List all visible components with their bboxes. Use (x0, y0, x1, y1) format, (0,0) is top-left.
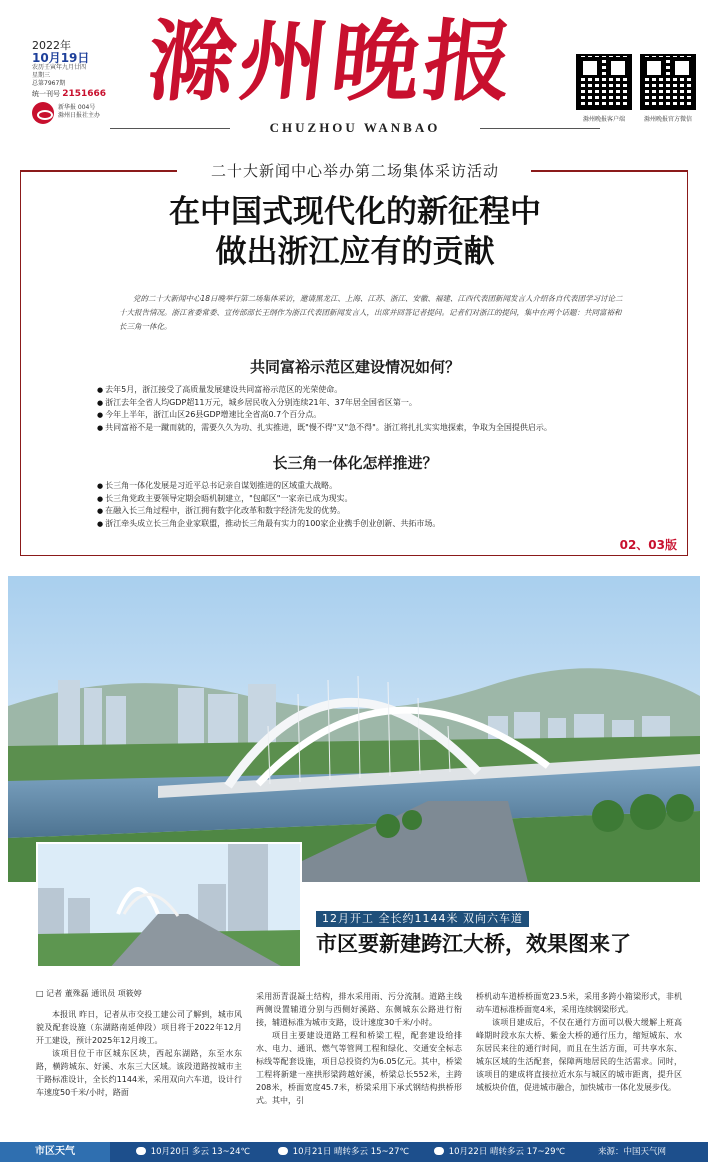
weather-day-3 (432, 1142, 565, 1162)
issue-number-value: 2151666 (62, 89, 107, 99)
paragraph: 该项目建成后，不仅在通行方面可以极大缓解上班高峰期时段水东大桥、紫金大桥的通行压力，缩短城东、水东居民来往的通行时间，而且在生活方面，可共享水东、城东区域的生活配套，保障两地居民的生活需求。同时，该项目的建成将直接拉近水东与城区的城市距离，提升区域板块价值，促进城市融合，加快城市一体化发展步伐。 (476, 1018, 682, 1092)
weather-source: 来源：中国天气网 (598, 1147, 667, 1157)
date-year: 2022年 (32, 39, 71, 52)
total-issue: 总第7967期 (32, 80, 66, 87)
story-column-1 (36, 1008, 242, 1154)
qr-code-app-icon[interactable] (576, 54, 632, 110)
lunar-date: 农历壬寅年九月廿四 (32, 64, 87, 71)
lead-kicker: 二十大新闻中心举办第二场集体采访活动 (210, 162, 499, 180)
cloud-icon (136, 1147, 146, 1155)
weather-day-2-text: 10月21日 晴转多云 15~27℃ (292, 1147, 410, 1157)
bridge-inset-illustration (38, 844, 302, 968)
list-item: ● 今年上半年，浙江山区26县GDP增速比全省高0.7个百分点。 (97, 409, 657, 422)
weather-strip (0, 1142, 708, 1162)
story-deck: 12月开工 全长约1144米 双向六车道 (316, 911, 529, 927)
page-reference[interactable]: 02、03版 (619, 538, 677, 552)
story-column-2 (256, 990, 462, 1136)
paragraph: 项目主要建设道路工程和桥梁工程，配套建设给排水、电力、通讯、燃气等管网工程和绿化、交通安全标志标线等配套设施，项目总投资约为6.05亿元。其中，桥梁工程将新建一座拱形梁跨越好溪，桥梁总长552米，主跨208米，桥面宽度45.7米，桥梁采用下承式钢结构拱桥形式。其中，引 (256, 1031, 462, 1105)
publisher-line2: 滁州日报社主办 (58, 112, 101, 119)
weather-day-2 (276, 1142, 409, 1162)
date-block (32, 40, 106, 100)
publisher-logo-icon (32, 102, 54, 124)
sun-cloud-icon (278, 1147, 288, 1155)
common-prosperity-list (97, 384, 657, 434)
paragraph: 采用沥青混凝土结构，排水采用雨、污分流制。道路主线两侧设置辅道分别与西侧好溪路、东侧城东公路进行衔接，辅道标准为城市支路，设计速度30千米/小时。 (256, 992, 462, 1027)
paragraph: 该项目位于市区城东区块，西起东湖路，东至水东路，横跨城东、好溪、水东三大区域。该段道路按城市主干路标准设计，全长约1144米，采用双向六车道，设计行车速度50千米/小时，路面 (36, 1049, 242, 1097)
section-title-common-prosperity: 共同富裕示范区建设情况如何？ (249, 358, 460, 376)
byline: □ 记者 董殊磊 通讯员 项筱婷 (36, 988, 142, 999)
list-item: ● 长三角一体化发展是习近平总书记亲自谋划推进的区域重大战略。 (97, 480, 657, 493)
publisher-info (58, 104, 100, 120)
yangtze-delta-list (97, 480, 657, 530)
section-title-yangtze-delta: 长三角一体化怎样推进？ (272, 454, 438, 472)
list-item: ● 浙江牵头成立长三角企业家联盟，推动长三角最有实力的100家企业携手创业创新、共拓市场。 (97, 518, 657, 531)
lead-headline-line2: 做出浙江应有的贡献 (215, 234, 495, 270)
issue-number (32, 88, 106, 100)
newspaper-title: 滁州晚报 (142, 9, 522, 113)
list-item: ● 浙江去年全省人均GDP超11万元，城乡居民收入分别连续21年、37年居全国省区第一。 (97, 397, 657, 410)
issue-label: 统一刊号 (32, 90, 60, 98)
list-item: ● 在融入长三角过程中，浙江拥有数字化改革和数字经济先发的优势。 (97, 505, 657, 518)
weather-day-1 (134, 1142, 250, 1162)
qr-code-wechat-icon[interactable] (640, 54, 696, 110)
lead-lede: 党的二十大新闻中心18日晚举行第二场集体采访，邀请黑龙江、上海、江苏、浙江、安徽、福建、江西代表团新闻发言人介绍各自代表团学习讨论二十大报告情况。浙江省委常委、宣传部部长王纲作为浙江代表团新闻发言人，出席并回答记者提问。记者们对浙江的提问，集中在两个话题：共同富裕和长三角一体化。 (119, 294, 623, 331)
sun-cloud-icon (434, 1147, 444, 1155)
weather-day-1-text: 10月20日 多云 13~24℃ (150, 1147, 251, 1157)
weather-label: 市区天气 (0, 1142, 110, 1162)
publisher-line1: 新华报 004号 (58, 104, 96, 111)
qr-caption-app: 滁州晚报客户端 (582, 116, 625, 123)
list-item: ● 去年5月，浙江接受了高质量发展建设共同富裕示范区的光荣使命。 (97, 384, 657, 397)
qr-caption-wechat: 滁州晚报官方微信 (643, 116, 692, 123)
story-column-3 (476, 990, 682, 1136)
weekday: 星期三 (32, 72, 51, 79)
weather-day-3-text: 10月22日 晴转多云 17~29℃ (448, 1147, 566, 1157)
paragraph: 桥机动车道桥桥面宽23.5米，采用多跨小箱梁形式，非机动车道标准桥面宽4米，采用连续钢梁形式。 (476, 992, 682, 1014)
masthead (0, 0, 708, 150)
lead-headline[interactable] (21, 192, 689, 272)
bridge-story-headline[interactable]: 市区要新建跨江大桥，效果图来了 (316, 932, 631, 956)
bridge-rendering-illustration (8, 576, 700, 882)
newspaper-title-en: CHUZHOU WANBAO (240, 120, 470, 136)
bridge-rendering-photo[interactable] (8, 576, 700, 882)
lead-story (20, 162, 688, 556)
paragraph: 本报讯 昨日，记者从市交投工建公司了解到，城市风貌及配套设施（东湖路南延伸段）项目将于2022年12月开工建设，预计2025年12月竣工。 (36, 1010, 242, 1045)
list-item: ● 长三角党政主要领导定期会晤机制建立，"包邮区"一家亲已成为现实。 (97, 493, 657, 506)
list-item: ● 共同富裕不是一蹴而就的，需要久久为功、扎实推进，既"慢不得"又"急不得"。浙江将扎扎实实地探索，争取为全国提供启示。 (97, 422, 657, 435)
lead-headline-line1: 在中国式现代化的新征程中 (169, 194, 541, 230)
bridge-inset-photo[interactable] (36, 842, 302, 968)
date-day: 10月19日 (32, 51, 90, 65)
